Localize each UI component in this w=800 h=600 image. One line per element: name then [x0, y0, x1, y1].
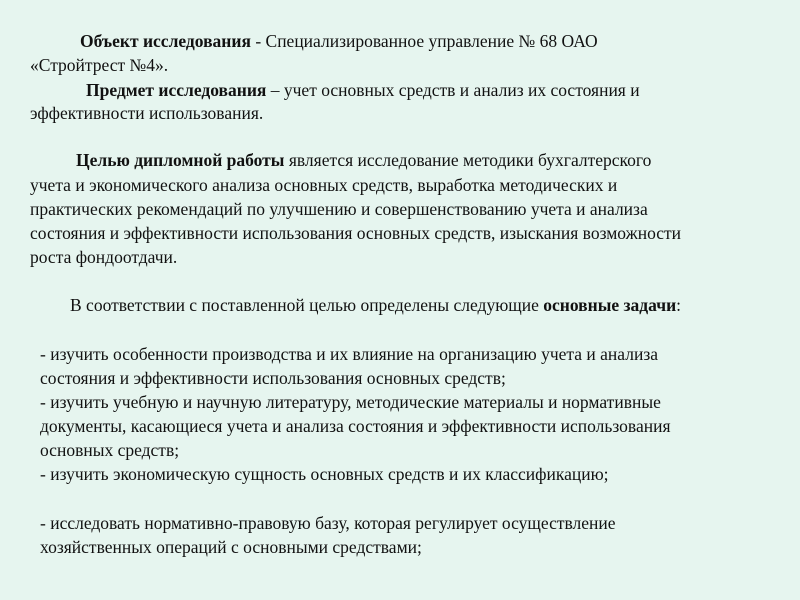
object-label: Объект исследования: [80, 31, 251, 51]
task-1-line-2: состояния и эффективности использования основных средств;: [40, 368, 506, 388]
task-2-line-3: основных средств;: [40, 440, 180, 460]
subject-line-2: эффективности использования.: [30, 103, 264, 123]
goal-line-5: роста фондоотдачи.: [30, 247, 178, 267]
subject-line-1: [86, 79, 640, 101]
object-line-2: «Стройтрест №4».: [30, 55, 169, 75]
task-1-line-1: - изучить особенности производства и их влияние на организацию учета и анализа: [40, 344, 658, 364]
goal-line-4: состояния и эффективности использования основных средств, изыскания возможности: [30, 223, 682, 243]
subject-text-1: – учет основных средств и анализ их состояния и: [266, 80, 640, 100]
task-4-line-1: - исследовать нормативно-правовую базу, которая регулирует осуществление: [40, 513, 616, 533]
task-2-line-2: документы, касающиеся учета и анализа состояния и эффективности использования: [40, 416, 671, 436]
tasks-intro-bold: основные задачи: [543, 295, 677, 315]
goal-text-1: является исследование методики бухгалтерского: [284, 150, 652, 170]
task-2-line-1: - изучить учебную и научную литературу, методические материалы и нормативные: [40, 392, 661, 412]
goal-line-3: практических рекомендаций по улучшению и совершенствованию учета и анализа: [30, 199, 648, 219]
tasks-intro-text: В соответствии с поставленной целью определены следующие: [70, 295, 544, 315]
task-4-line-2: хозяйственных операций с основными средствами;: [40, 537, 422, 557]
tasks-intro: [70, 294, 681, 316]
task-3-line-1: - изучить экономическую сущность основных средств и их классификацию;: [40, 464, 609, 484]
goal-label: Целью дипломной работы: [76, 150, 285, 170]
object-text-1: Специализированное управление № 68 ОАО: [265, 31, 598, 51]
subject-label: Предмет исследования: [86, 80, 267, 100]
object-line-1: [80, 30, 598, 52]
goal-line-2: учета и экономического анализа основных средств, выработка методических и: [30, 175, 618, 195]
goal-line-1: [76, 149, 651, 171]
tasks-intro-end: :: [676, 295, 682, 315]
object-separator: -: [250, 31, 266, 51]
